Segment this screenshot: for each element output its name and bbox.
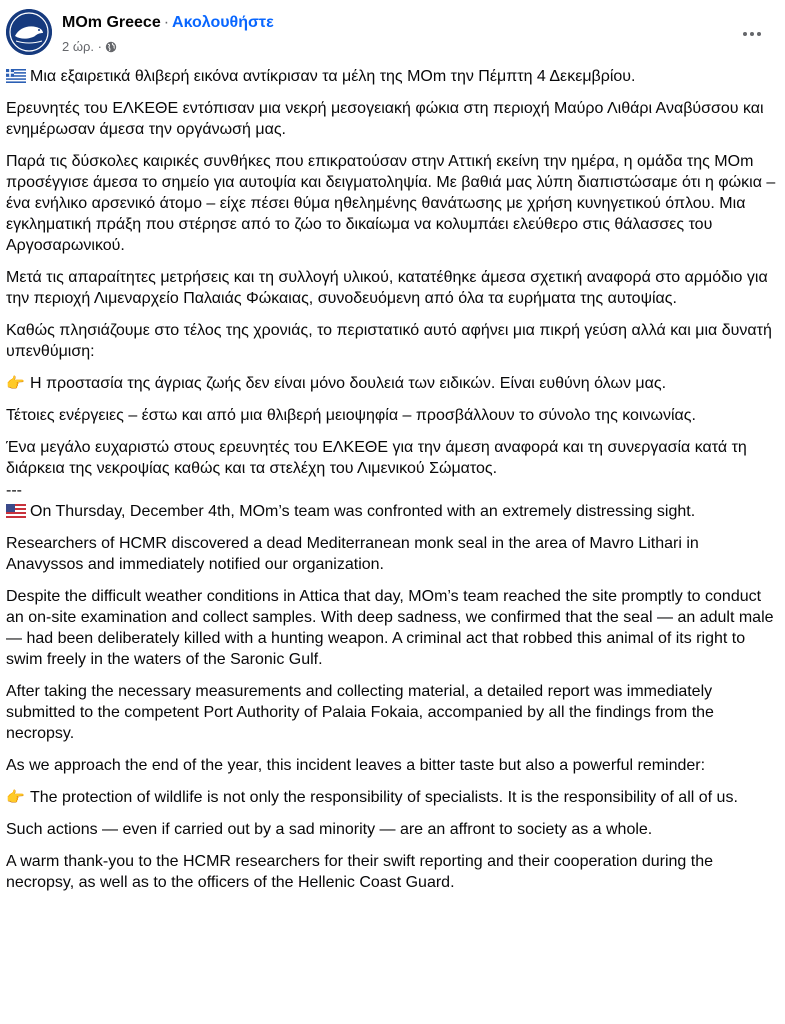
english-paragraph-5: 👉 The protection of wildlife is not only the responsibility of specialists. It is the responsibility of all of us. — [6, 789, 738, 806]
english-paragraph-3: After taking the necessary measurements and collecting material, a detailed report was immediately submitted to the competent Port Authority of Palaia Fokaia, accompanied by all the findings from the necropsy. — [6, 683, 714, 742]
greek-paragraph-5: 👉 Η προστασία της άγριας ζωής δεν είναι μόνο δουλειά των ειδικών. Είναι ευθύνη όλων μας. — [6, 375, 667, 392]
pointing-hand-icon: 👉 — [6, 375, 25, 392]
language-separator: --- — [6, 482, 22, 499]
english-paragraph-1: Researchers of HCMR discovered a dead Mediterranean monk seal in the area of Mavro Lithari in Anavyssos and immediately notified our organization. — [6, 535, 699, 573]
page-name-link[interactable]: MOm Greece — [62, 14, 161, 31]
name-separator: · — [163, 14, 170, 31]
greek-paragraph-3: Μετά τις απαραίτητες μετρήσεις και τη συλλογή υλικού, κατατέθηκε άμεσα σχετική αναφορά στο αρμόδιο για την περιοχή Λιμεναρχείο Παλαιάς Φώκαιας, συνοδευόμενη από όλα τα ευρήματα της αυτοψίας. — [6, 269, 768, 307]
greek-paragraph-2: Παρά τις δύσκολες καιρικές συνθήκες που επικρατούσαν στην Αττική εκείνη την ημέρα, η ομάδα της ΜΟm προσέγγισε άμεσα το σημείο για αυτοψία και δειγματοληψία. Με βαθιά μας λύπη διαπιστώσαμε ότι η φώκια – ένα ενήλικο αρσενικό άτομο – είχε πέσει θύμα ηθελημένης θανάτωσης με χρήση κυνηγετικού όπλου. Μια εγκληματική πράξη που στέρησε από το ζώο το δικαίωμα να κολυμπάει ελεύθερο στις θάλασσες του Αργοσαρωνικού. — [6, 153, 776, 254]
follow-button[interactable]: Ακολουθήστε — [172, 14, 274, 31]
more-options-icon — [742, 31, 762, 37]
greek-paragraph-7: Ένα μεγάλο ευχαριστώ στους ερευνητές του ΕΛΚΕΘΕ για την άμεση αναφορά και τη συνεργασία κατά τη διάρκεια της νεκροψίας καθώς και τα στελέχη του Λιμενικού Σώματος. — [6, 439, 747, 477]
post-time[interactable]: 2 ώρ. · — [62, 39, 102, 54]
greek-paragraph-1: Ερευνητές του ΕΛΚΕΘΕ εντόπισαν μια νεκρή μεσογειακή φώκια στη περιοχή Μαύρο Λιθάρι Αναβύσσου και ενημέρωσαν άμεσα την οργάνωσή μας. — [6, 100, 764, 138]
seal-logo-icon — [6, 9, 52, 55]
more-options-button[interactable] — [737, 24, 767, 44]
english-intro: On Thursday, December 4th, MOm’s team was confronted with an extremely distressing sight. — [6, 501, 776, 522]
english-paragraph-7: A warm thank-you to the HCMR researchers for their swift reporting and their cooperation during the necropsy, as well as to the officers of the Hellenic Coast Guard. — [6, 853, 713, 891]
english-paragraph-6: Such actions — even if carried out by a sad minority — are an affront to society as a whole. — [6, 821, 653, 838]
page-name-row — [62, 14, 274, 32]
greek-paragraph-4: Καθώς πλησιάζουμε στο τέλος της χρονιάς, το περιστατικό αυτό αφήνει μια πικρή γεύση αλλά και μια δυνατή υπενθύμιση: — [6, 322, 772, 360]
greek-flag-icon — [6, 69, 26, 83]
english-paragraph-2: Despite the difficult weather conditions in Attica that day, MOm’s team reached the site promptly to conduct an on-site examination and collect samples. With deep sadness, we confirmed that the seal — an adult male — had been deliberately killed with a hunting weapon. A criminal act that robbed this animal of its right to swim freely in the waters of the Saronic Gulf. — [6, 588, 774, 668]
post-header — [6, 6, 785, 62]
us-flag-icon — [6, 504, 26, 518]
avatar[interactable] — [6, 9, 52, 55]
globe-icon[interactable] — [105, 41, 117, 53]
greek-intro: Μια εξαιρετικά θλιβερή εικόνα αντίκρισαν τα μέλη της ΜΟm την Πέμπτη 4 Δεκεμβρίου. — [6, 66, 776, 87]
pointing-hand-icon: 👉 — [6, 789, 25, 806]
post-text — [6, 66, 776, 904]
post-meta — [62, 39, 117, 54]
english-paragraph-4: As we approach the end of the year, this incident leaves a bitter taste but also a powerful reminder: — [6, 757, 706, 774]
greek-paragraph-6: Τέτοιες ενέργειες – έστω και από μια θλιβερή μειοψηφία – προσβάλλουν το σύνολο της κοινωνίας. — [6, 407, 696, 424]
